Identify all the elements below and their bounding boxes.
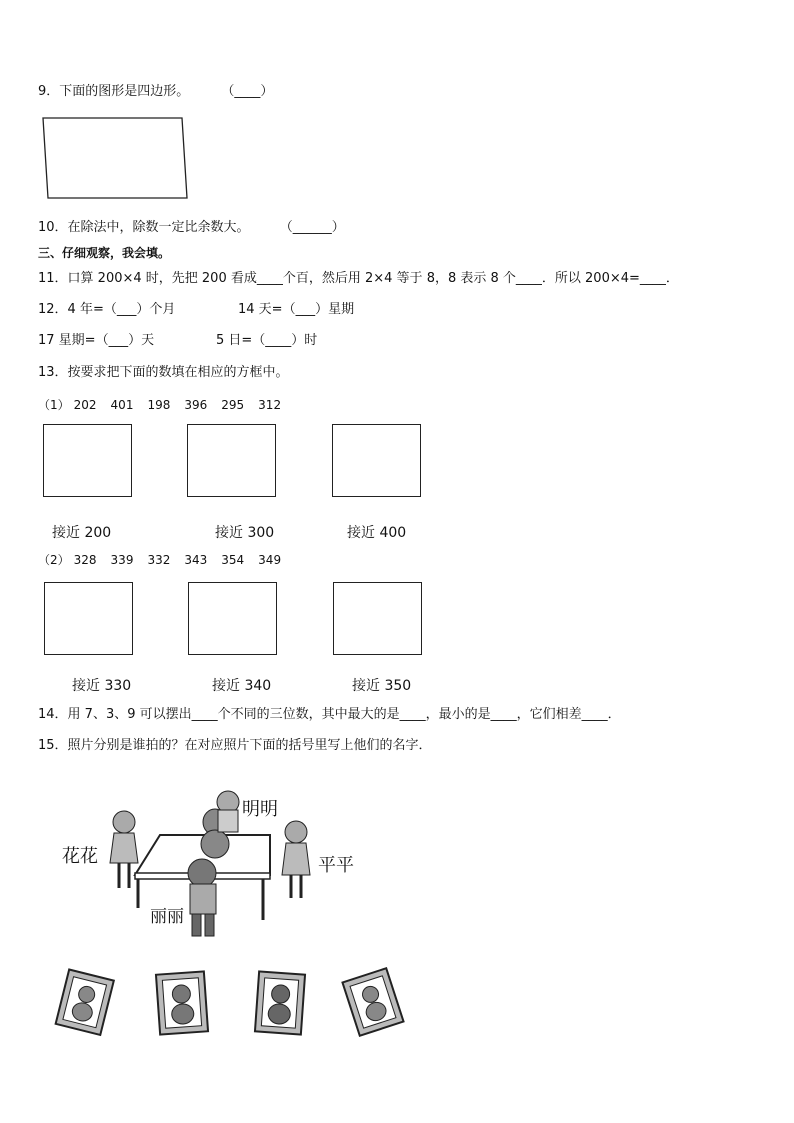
caption-near-300: 接近 300: [215, 525, 275, 541]
question-10-answer-blank[interactable]: （______）: [279, 220, 345, 235]
question-14: 14．用 7、3、9 可以摆出____个不同的三位数，其中最大的是____，最小的是____，它们相差____．: [38, 707, 621, 722]
number-item: 328: [73, 553, 97, 567]
question-13-part-1-numbers: [38, 396, 295, 413]
number-item: 339: [110, 553, 134, 567]
part-2-label: （2）: [38, 553, 70, 567]
section-3-heading: 三、仔细观察，我会填。: [38, 246, 171, 260]
monkey-photo-3: [252, 968, 308, 1038]
question-15-text: 15．照片分别是谁拍的？在对应照片下面的括号里写上他们的名字．: [38, 738, 432, 753]
question-12-line-1: [38, 302, 355, 318]
question-9-answer-blank[interactable]: （____）: [221, 84, 274, 99]
number-item: 198: [147, 398, 171, 412]
question-12-line-2: [38, 333, 318, 349]
caption-near-400: 接近 400: [347, 525, 407, 541]
answer-box-near-350[interactable]: [333, 582, 422, 655]
name-label-mingming: 明明: [242, 799, 278, 820]
girl-pingping-figure: [276, 818, 316, 903]
girl-huahua-figure: [108, 808, 144, 893]
number-item: 396: [184, 398, 208, 412]
number-item: 312: [258, 398, 282, 412]
number-item: 343: [184, 553, 208, 567]
number-item: 349: [258, 553, 282, 567]
monkey-photo-2: [152, 968, 212, 1038]
question-12-item-date: 5 日=（____）时: [216, 333, 318, 348]
number-item: 354: [221, 553, 245, 567]
caption-near-330: 接近 330: [72, 678, 132, 694]
question-13-text: 13．按要求把下面的数填在相应的方框中。: [38, 365, 289, 380]
question-10-text: 10．在除法中，除数一定比余数大。: [38, 220, 250, 235]
name-label-lili: 丽丽: [150, 907, 184, 927]
answer-box-near-330[interactable]: [44, 582, 133, 655]
monkey-photo-1: [52, 968, 116, 1034]
number-item: 295: [221, 398, 245, 412]
question-9: [38, 84, 273, 100]
answer-box-near-400[interactable]: [332, 424, 421, 497]
name-label-pingping: 平平: [318, 855, 354, 876]
question-12-item-weeks: 17 星期=（___）天: [38, 333, 155, 348]
answer-box-near-200[interactable]: [43, 424, 132, 497]
answer-box-near-300[interactable]: [187, 424, 276, 497]
quadrilateral-figure: [40, 115, 190, 203]
name-label-huahua: 花花: [62, 846, 98, 867]
question-10: [38, 220, 345, 236]
monkey-photo-4: [340, 966, 406, 1038]
question-12-item-years: 12．4 年=（___）个月: [38, 302, 176, 317]
number-item: 332: [147, 553, 171, 567]
answer-box-near-340[interactable]: [188, 582, 277, 655]
number-item: 401: [110, 398, 134, 412]
question-9-text: 9．下面的图形是四边形。: [38, 84, 190, 99]
question-12-item-days: 14 天=（___）星期: [238, 302, 355, 317]
number-item: 202: [73, 398, 97, 412]
caption-near-350: 接近 350: [352, 678, 412, 694]
caption-near-200: 接近 200: [52, 525, 112, 541]
part-1-label: （1）: [38, 398, 70, 412]
question-11: 11．口算 200×4 时，先把 200 看成____个百，然后用 2×4 等于 8，8 表示 8 个____．所以 200×4=____．: [38, 271, 679, 286]
question-13-part-2-numbers: [38, 551, 295, 568]
caption-near-340: 接近 340: [212, 678, 272, 694]
